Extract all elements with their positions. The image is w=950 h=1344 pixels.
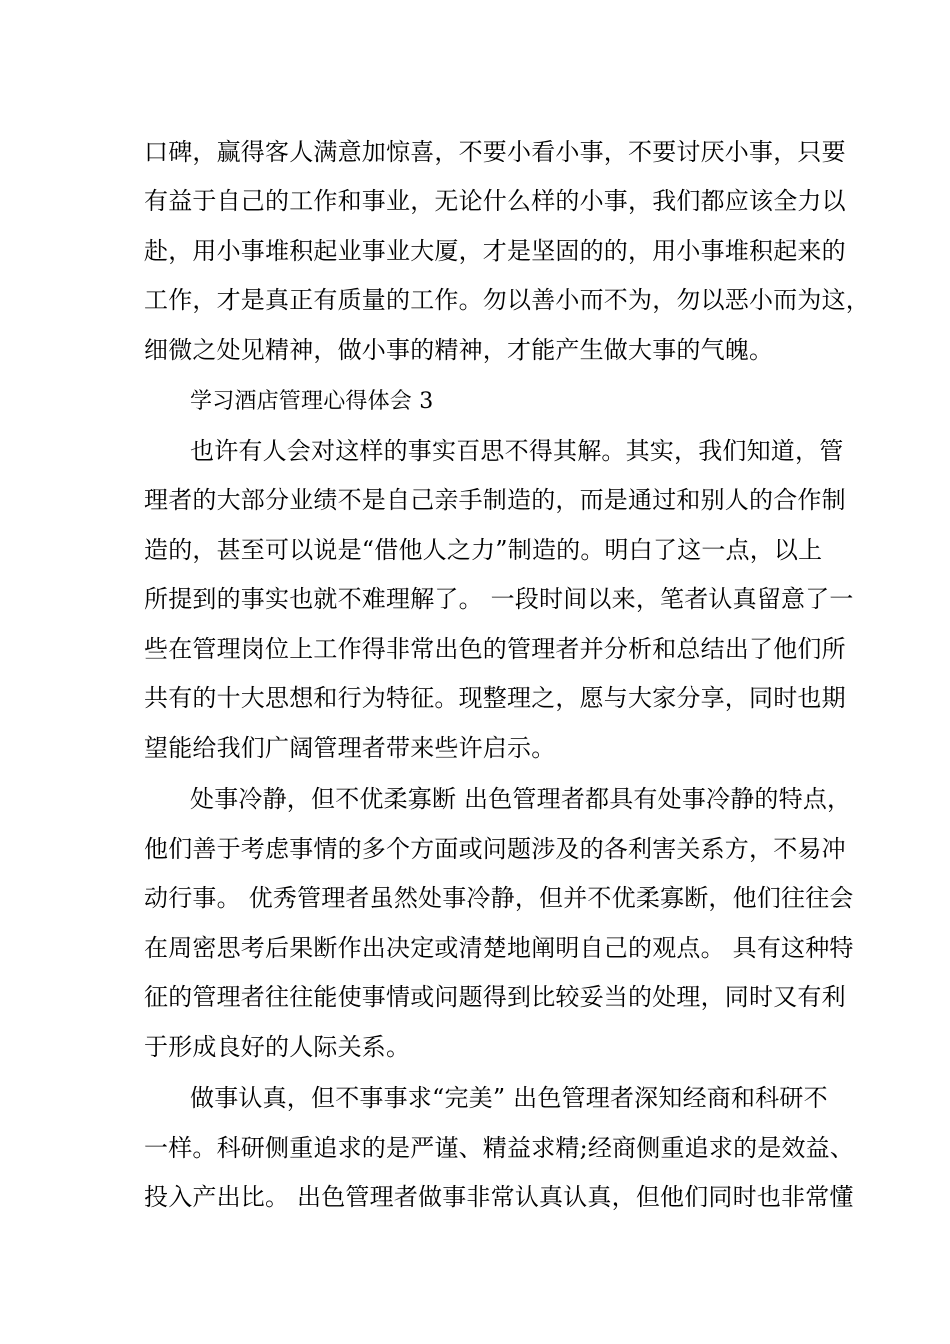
paragraph-line: 一样。科研侧重追求的是严谨、精益求精;经商侧重追求的是效益、 (144, 1134, 855, 1162)
paragraph-line: 有益于自己的工作和事业，无论什么样的小事，我们都应该全力以 (144, 187, 846, 215)
paragraph-line: 口碑，赢得客人满意加惊喜，不要小看小事，不要讨厌小事，只要 (144, 138, 846, 166)
paragraph-line: 赴，用小事堆积起业事业大厦，才是坚固的的，用小事堆积起来的 (144, 237, 846, 265)
paragraph-line: 理者的大部分业绩不是自己亲手制造的，而是通过和别人的合作制 (144, 486, 846, 514)
section-heading: 学习酒店管理心得体会 3 (190, 389, 434, 414)
paragraph-line: 工作，才是真正有质量的工作。勿以善小而不为，勿以恶小而为这， (144, 286, 870, 314)
paragraph-line: 造的，甚至可以说是“借他人之力”制造的。明白了这一点，以上 (144, 536, 823, 564)
paragraph-line: 动行事。 优秀管理者虽然处事冷静，但并不优柔寡断，他们往往会 (144, 884, 854, 912)
paragraph-line: 投入产出比。 出色管理者做事非常认真认真，但他们同时也非常懂 (144, 1183, 854, 1211)
paragraph-line: 细微之处见精神，做小事的精神，才能产生做大事的气魄。 (144, 336, 774, 364)
paragraph-line: 征的管理者往往能使事情或问题得到比较妥当的处理，同时又有利 (144, 983, 846, 1011)
paragraph-line: 些在管理岗位上工作得非常出色的管理者并分析和总结出了他们所 (144, 635, 846, 663)
paragraph-line: 也许有人会对这样的事实百思不得其解。其实，我们知道，管 (190, 437, 844, 465)
paragraph-line: 处事冷静，但不优柔寡断 出色管理者都具有处事冷静的特点， (190, 785, 852, 813)
paragraph-line: 他们善于考虑事情的多个方面或问题涉及的各利害关系方，不易冲 (144, 835, 846, 863)
paragraph-line: 在周密思考后果断作出决定或清楚地阐明自己的观点。 具有这种特 (144, 934, 854, 962)
paragraph-line: 共有的十大思想和行为特征。现整理之，愿与大家分享，同时也期 (144, 684, 846, 712)
paragraph-line: 于形成良好的人际关系。 (144, 1033, 411, 1061)
paragraph-line: 所提到的事实也就不难理解了。 一段时间以来，笔者认真留意了一 (144, 585, 854, 613)
paragraph-line: 做事认真，但不事事求“完美” 出色管理者深知经商和科研不 (190, 1084, 828, 1112)
paragraph-line: 望能给我们广阔管理者带来些许启示。 (144, 734, 556, 762)
